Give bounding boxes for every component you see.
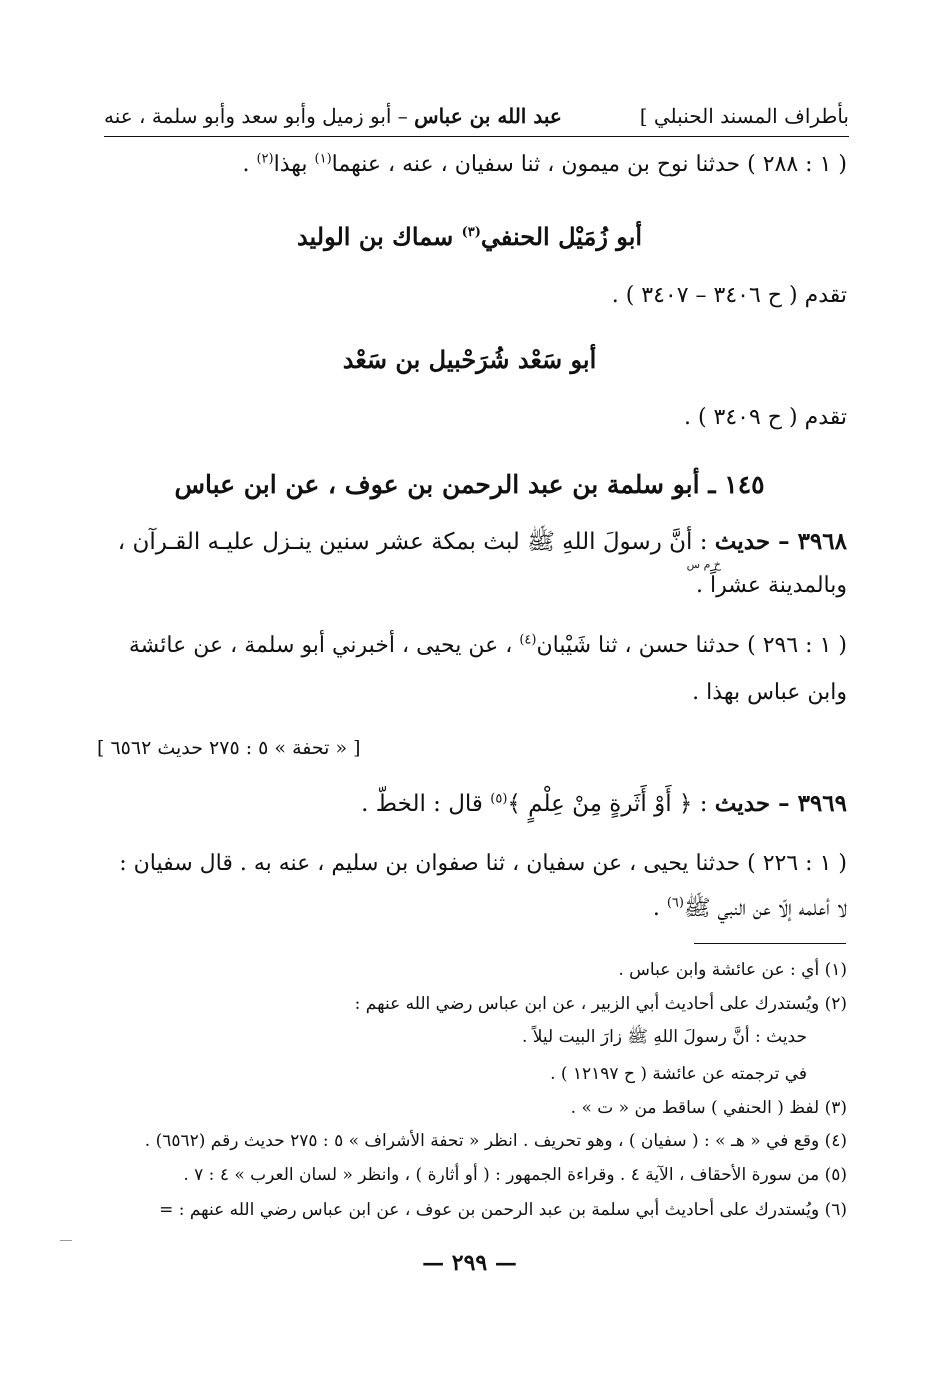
isnad-line-226: ( ١ : ٢٢٦ ) حدثنا يحيى ، عن سفيان ، ثنا صفوان بن سليم ، عنه به . قال سفيان : [119, 851, 847, 876]
header-book-title: بأطراف المسند الحنبلي ] [639, 104, 849, 128]
margin-mark [60, 1240, 72, 1241]
footnote-5: (٥) من سورة الأحقاف ، الآية ٤ . وقراءة الجمهور : ( أو أثارة ) ، وانظر « لسان العرب » ٤ : ٧ . [183, 1165, 847, 1185]
narrator-heading-abu-zumail: أبو زُمَيْل الحنفي$^{(٣)}$ سماك بن الوليد [296, 222, 643, 251]
isnad-line-226-cont: لا أعلمه إلّا عن النبي ﷺ$^{(٦)}$ . [652, 895, 847, 921]
isnad-line-296: ( ١ : ٢٩٦ ) حدثنا حسن ، ثنا شَيْبان$^{(٤)}$ ، عن يحيى ، أخبرني أبو سلمة ، عن عائشة [128, 632, 847, 658]
hadith-3968-line2: وبالمدينة عشراً . [696, 573, 847, 598]
footnote-separator [694, 943, 846, 944]
narrator-heading-abu-saad: أبو سَعْد شُرَحْبيل بن سَعْد [342, 345, 597, 374]
footnote-ref: (٣) [461, 225, 481, 240]
footnote-ref: (٢) [256, 151, 274, 167]
footnote-1: (١) أي : عن عائشة وابن عباس . [618, 960, 847, 980]
footnote-2-hadith: حديث : أنَّ رسولَ اللهِ ﷺ زارَ البيت ليلاً . [521, 1027, 807, 1047]
cross-reference: تقدم ( ح ٣٤٠٦ – ٣٤٠٧ ) . [611, 283, 847, 308]
footnote-4: (٤) وقع في « هـ » : ( سفيان ) ، وهو تحريف . انظر « تحفة الأشراف » ٥ : ٢٧٥ حديث رقم (٦٥٦٢) . [144, 1131, 847, 1151]
hadith-3968: ٣٩٦٨ – حديث : أنَّ رسولَ اللهِ ﷺ لبث بمكة عشر سنين ينـزل عليـه القـرآن ، [117, 528, 847, 555]
footnote-ref: (٥) [490, 791, 508, 807]
footnote-6: (٦) ويُستدرك على أحاديث أبي سلمة بن عبد الرحمن بن عوف ، عن ابن عباس رضي الله عنهم : = [159, 1200, 847, 1220]
running-header [104, 96, 849, 137]
isnad-line-296-cont: وابن عباس بهذا . [692, 680, 847, 705]
cross-reference: تقدم ( ح ٣٤٠٩ ) . [683, 405, 847, 430]
source-tag: خ م س [686, 558, 721, 571]
footnote-ref: (٦) [666, 895, 684, 911]
header-chapter-title: عبد الله بن عباس – أبو زميل وأبو سعد وأبو سلمة ، عنه [104, 104, 562, 128]
footnote-ref: (١) [314, 151, 332, 167]
hadith-3969: ٣٩٦٩ – حديث : ﴿ أَوْ أَثَرةٍ مِنْ عِلْمٍ ﴾$^{(٥)}$ قال : الخطّ . [361, 790, 847, 817]
footnote-2-ref: في ترجمته عن عائشة ( ح ١٢١٩٧ ) . [550, 1064, 807, 1084]
tuhfa-reference: [ « تحفة » ٥ : ٢٧٥ حديث ٦٥٦٢ ] [97, 737, 361, 759]
isnad-line-288: ( ١ : ٢٨٨ ) حدثنا نوح بن ميمون ، ثنا سفيان ، عنه ، عنهما$^{(١)}$ بهذا$^{(٢)}$ . [242, 151, 847, 177]
footnote-ref: (٤) [519, 632, 537, 648]
footnote-3: (٣) لفظ ( الحنفي ) ساقط من « ت » . [570, 1098, 847, 1118]
page-number: — ٢٩٩ — [422, 1250, 517, 1276]
footnote-2: (٢) ويُستدرك على أحاديث أبي الزبير ، عن ابن عباس رضي الله عنهم : [354, 994, 847, 1014]
section-heading-145: ١٤٥ ـ أبو سلمة بن عبد الرحمن بن عوف ، عن ابن عباس [174, 470, 765, 499]
